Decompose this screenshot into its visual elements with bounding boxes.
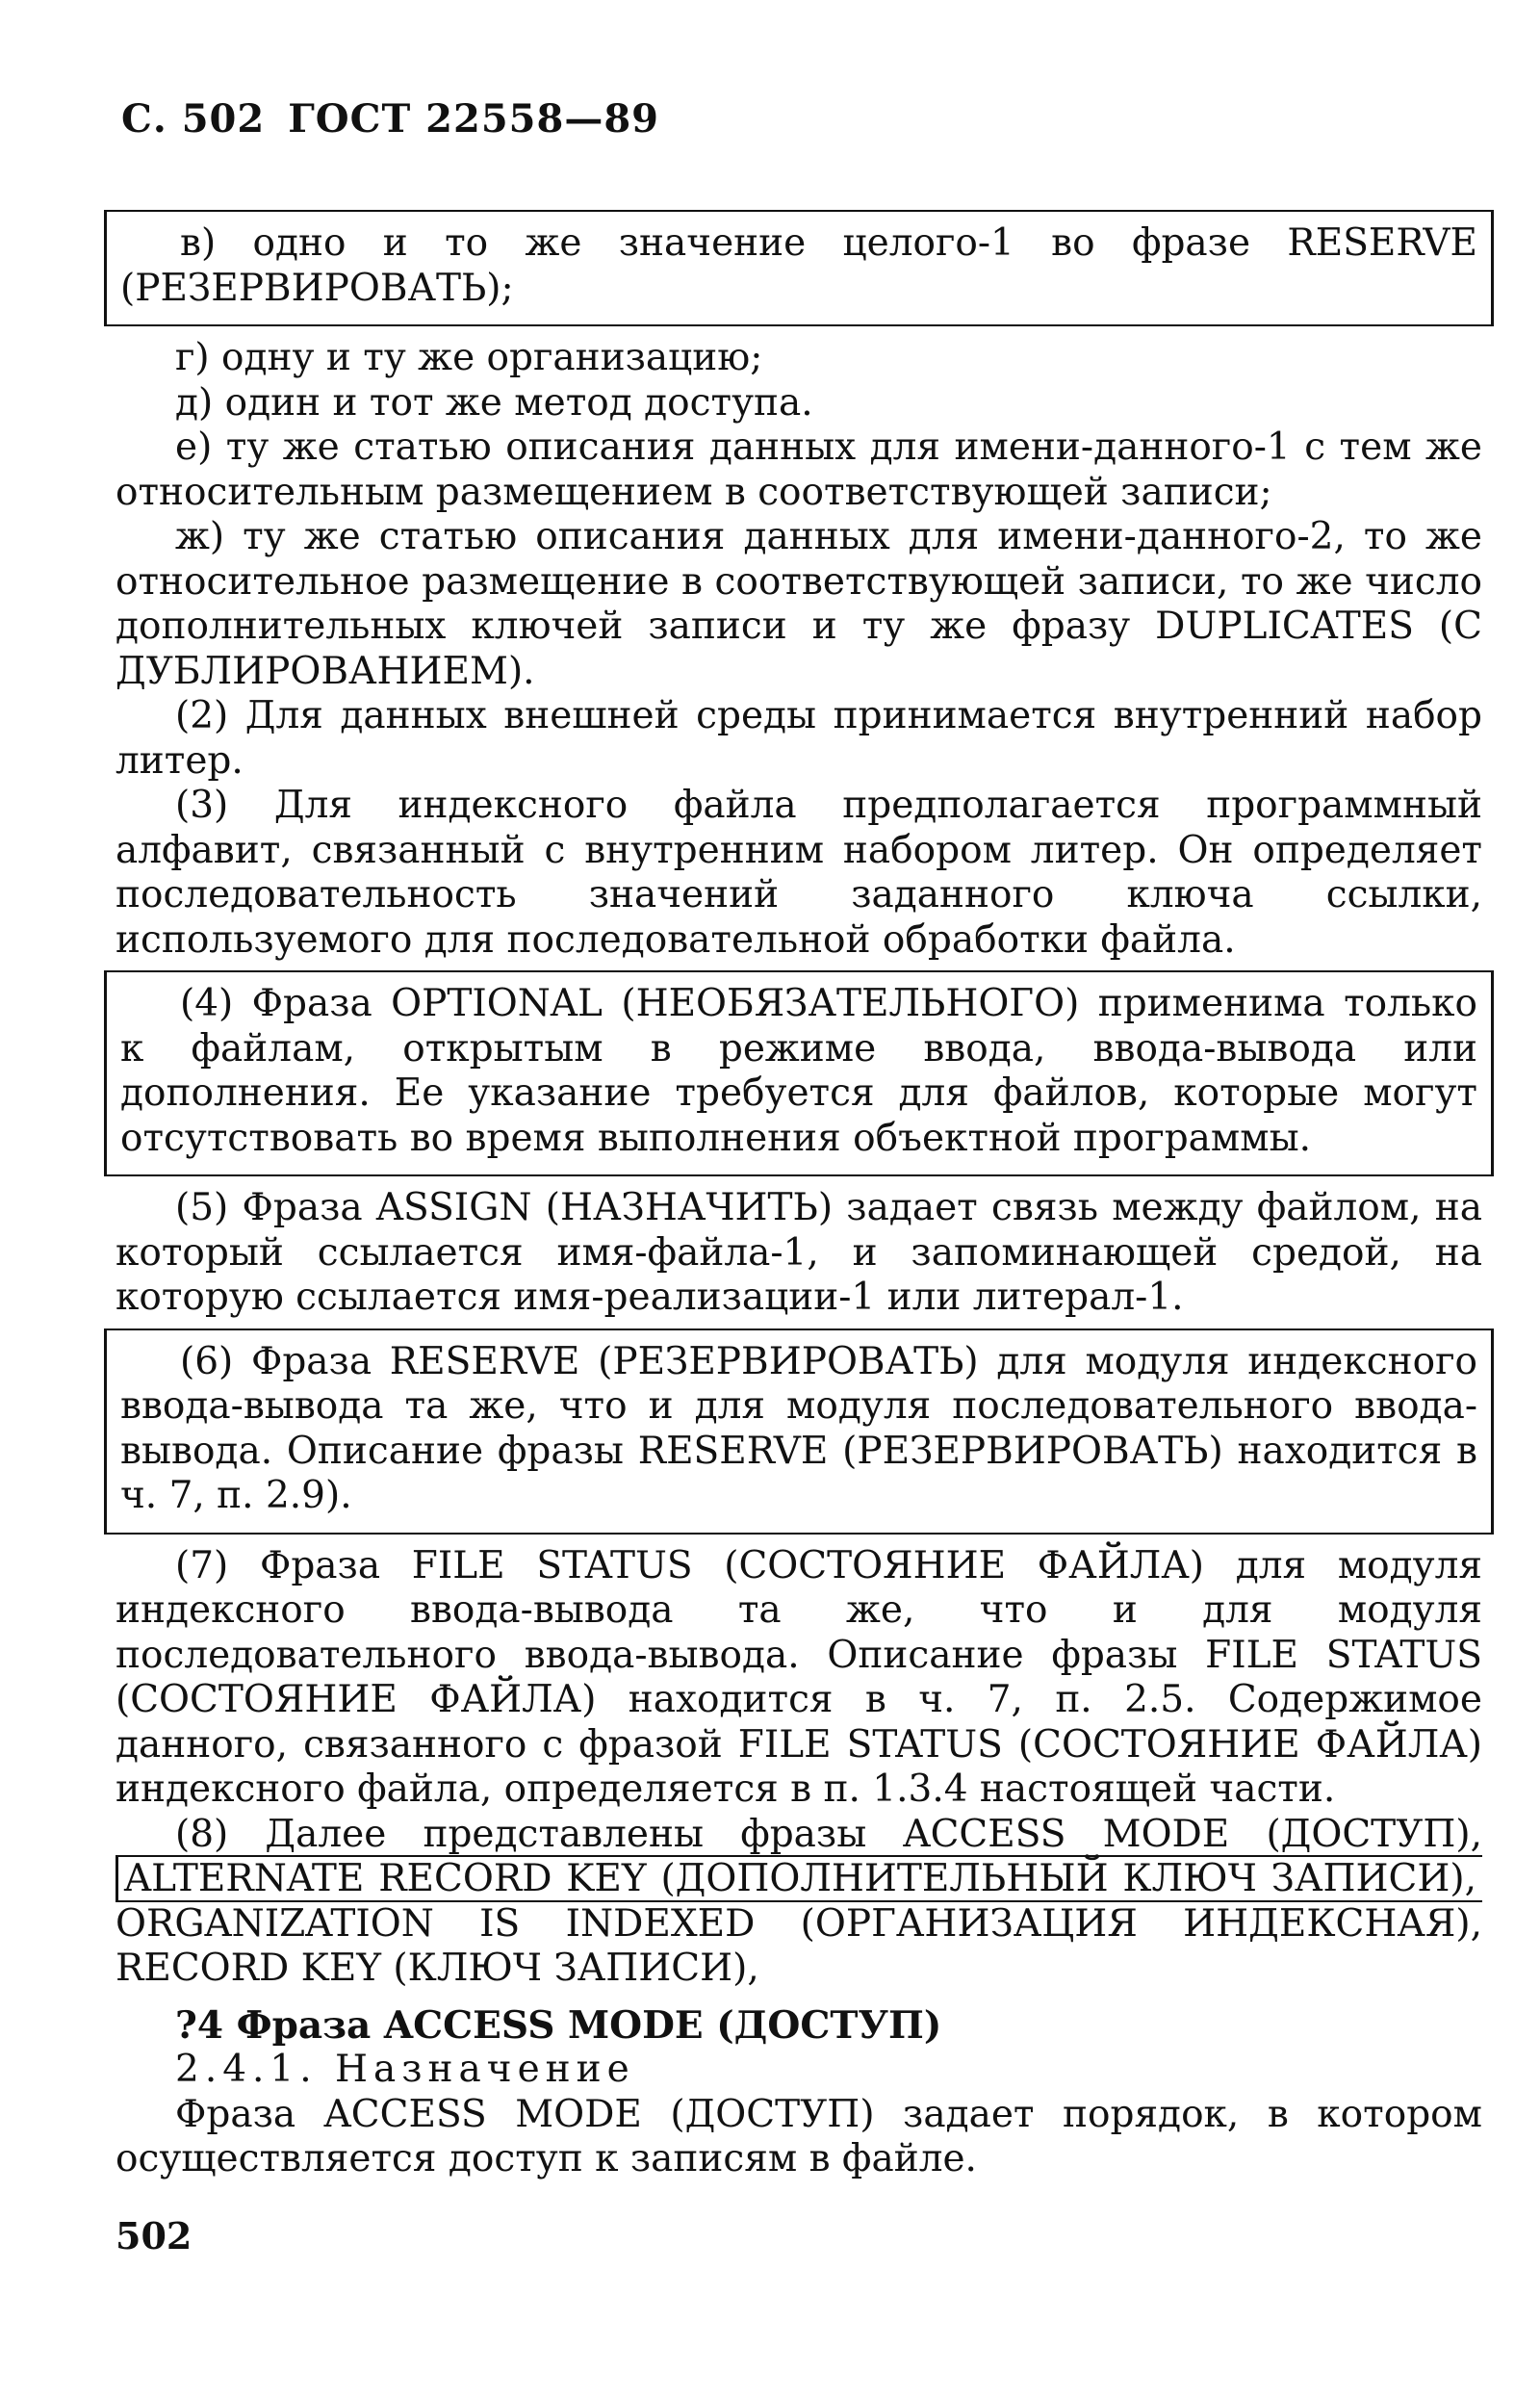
item-d: д) один и тот же метод доступа. xyxy=(175,380,813,425)
paragraph-5: (5) Фраза ASSIGN (НАЗНАЧИТЬ) задает связь между файлом, на который ссылается имя-файла-1, и запоминающей средой, на которую ссылается имя-реализации-1 или литерал-1. xyxy=(116,1186,1482,1319)
paragraph-8-boxed: ALTERNATE RECORD KEY (ДОПОЛНИТЕЛЬНЫЙ КЛЮЧ ЗАПИСИ), xyxy=(116,1855,1482,1902)
paragraph-6: (6) Фраза RESERVE (РЕЗЕРВИРОВАТЬ) для модуля индексного ввода-вывода та же, что и для модуля последовательного ввода-вывода. Описание фразы RESERVE (РЕЗЕРВИРОВАТЬ) находится в ч. 7, п. 2.9). xyxy=(120,1339,1477,1517)
page-number: 502 xyxy=(116,2214,192,2257)
item-v: в) одно и то же значение целого-1 во фразе RESERVE (РЕЗЕРВИРОВАТЬ); xyxy=(120,221,1477,310)
paragraph-4: (4) Фраза OPTIONAL (НЕОБЯЗАТЕЛЬНОГО) применима только к файлам, открытым в режиме ввода, ввода-вывода или дополнения. Ее указание требуется для файлов, которые могут отсутствовать во время выполнения объектной программы. xyxy=(120,982,1477,1160)
section-heading: ?4 Фраза ACCESS MODE (ДОСТУП) xyxy=(175,2002,942,2048)
boxed-item-v xyxy=(104,210,1494,326)
item-g: г) одну и ту же организацию; xyxy=(175,336,763,379)
standard-number: ГОСТ 22558—89 xyxy=(288,96,659,142)
boxed-paragraph-4 xyxy=(104,970,1494,1176)
item-zh: ж) ту же статью описания данных для имени-данного-2, то же относительное размещение в соответствующей записи, то же число дополнительных ключей записи и ту же фразу DUPLICATES (С ДУБЛИРОВАНИЕМ). xyxy=(116,515,1482,693)
paragraph-3: (3) Для индексного файла предполагается программный алфавит, связанный с внутренним набором литер. Он определяет последовательность значений заданного ключа ссылки, используемого для последовательной обработки файла. xyxy=(116,784,1482,962)
paragraph-8-lead: (8) Далее представлены фразы ACCESS MODE (ДОСТУП), xyxy=(175,1812,1482,1856)
paragraph-2: (2) Для данных внешней среды принимается внутренний набор литер. xyxy=(116,694,1482,783)
section-subheading: 2.4.1. Назначение xyxy=(175,2048,635,2091)
page-header xyxy=(121,96,659,142)
page-label: С. 502 xyxy=(121,96,266,142)
section-text: Фраза ACCESS MODE (ДОСТУП) задает порядок, в котором осуществляется доступ к записям в файле. xyxy=(116,2092,1482,2180)
item-e: е) ту же статью описания данных для имени-данного-1 с тем же относительным размещением в соответствующей записи; xyxy=(116,426,1482,514)
document-body xyxy=(116,202,1482,2182)
paragraph-7: (7) Фраза FILE STATUS (СОСТОЯНИЕ ФАЙЛА) для модуля индексного ввода-вывода та же, что и для модуля последовательного ввода-вывода. Описание фразы FILE STATUS (СОСТОЯНИЕ ФАЙЛА) находится в ч. 7, п. 2.5. Содержимое данного, связанного с фразой FILE STATUS (СОСТОЯНИЕ ФАЙЛА) индексного файла, определяется в п. 1.3.4 настоящей части. xyxy=(116,1543,1482,1811)
boxed-paragraph-6 xyxy=(104,1328,1494,1535)
paragraph-8-rest: ORGANIZATION IS INDEXED (ОРГАНИЗАЦИЯ ИНДЕКСНАЯ), RECORD KEY (КЛЮЧ ЗАПИСИ), xyxy=(116,1901,1482,1990)
paragraph-8 xyxy=(116,1813,1482,1992)
